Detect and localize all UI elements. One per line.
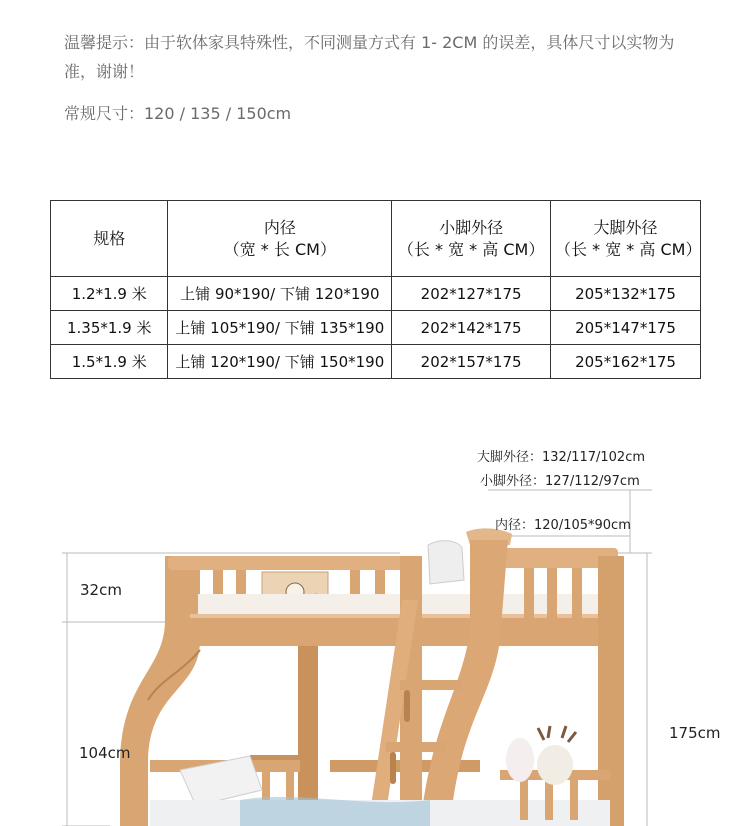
table-cell: 202*127*175 [392, 277, 551, 311]
header-spec [51, 201, 168, 277]
header-small-foot-unit: （长 * 宽 * 高 CM） [397, 239, 545, 259]
table-header-row [51, 201, 701, 277]
table-cell: 1.35*1.9 米 [51, 311, 168, 345]
small-foot-dimension: 小脚外径：127/112/97cm [480, 474, 640, 489]
header-inner-unit: （宽 * 长 CM） [223, 239, 336, 259]
notice-text: 温馨提示：由于软体家具特殊性，不同测量方式有 1- 2CM 的误差，具体尺寸以实物为准，谢谢！ [64, 33, 675, 81]
table-cell: 205*147*175 [551, 311, 701, 345]
header-inner [168, 201, 392, 277]
header-small-foot [392, 201, 551, 277]
rail-height-label: 32cm [80, 581, 122, 599]
header-small-foot-label: 小脚外径 [439, 217, 504, 237]
table-cell: 上铺 120*190/ 下铺 150*190 [168, 345, 392, 379]
table-cell: 202*142*175 [392, 311, 551, 345]
bed-frame [120, 528, 624, 826]
total-height-label: 175cm [669, 724, 721, 742]
table-cell: 1.2*1.9 米 [51, 277, 168, 311]
header-spec-label: 规格 [93, 228, 126, 248]
regular-sizes: 常规尺寸：120 / 135 / 150cm [64, 104, 292, 123]
table-row [51, 345, 701, 379]
table-row [51, 277, 701, 311]
header-big-foot-unit: （长 * 宽 * 高 CM） [555, 239, 702, 259]
header-big-foot [551, 201, 701, 277]
lower-height-label: 104cm [79, 744, 131, 762]
inner-dimension: 内径：120/105*90cm [495, 518, 631, 533]
header-inner-label: 内径 [263, 217, 296, 237]
table-row [51, 311, 701, 345]
table-cell: 1.5*1.9 米 [51, 345, 168, 379]
table-cell: 205*162*175 [551, 345, 701, 379]
table-cell: 202*157*175 [392, 345, 551, 379]
table-cell: 上铺 105*190/ 下铺 135*190 [168, 311, 392, 345]
big-foot-dimension: 大脚外径：132/117/102cm [477, 450, 646, 465]
table-cell: 205*132*175 [551, 277, 701, 311]
table-cell: 上铺 90*190/ 下铺 120*190 [168, 277, 392, 311]
spec-table [50, 200, 701, 379]
header-big-foot-label: 大脚外径 [593, 217, 658, 237]
